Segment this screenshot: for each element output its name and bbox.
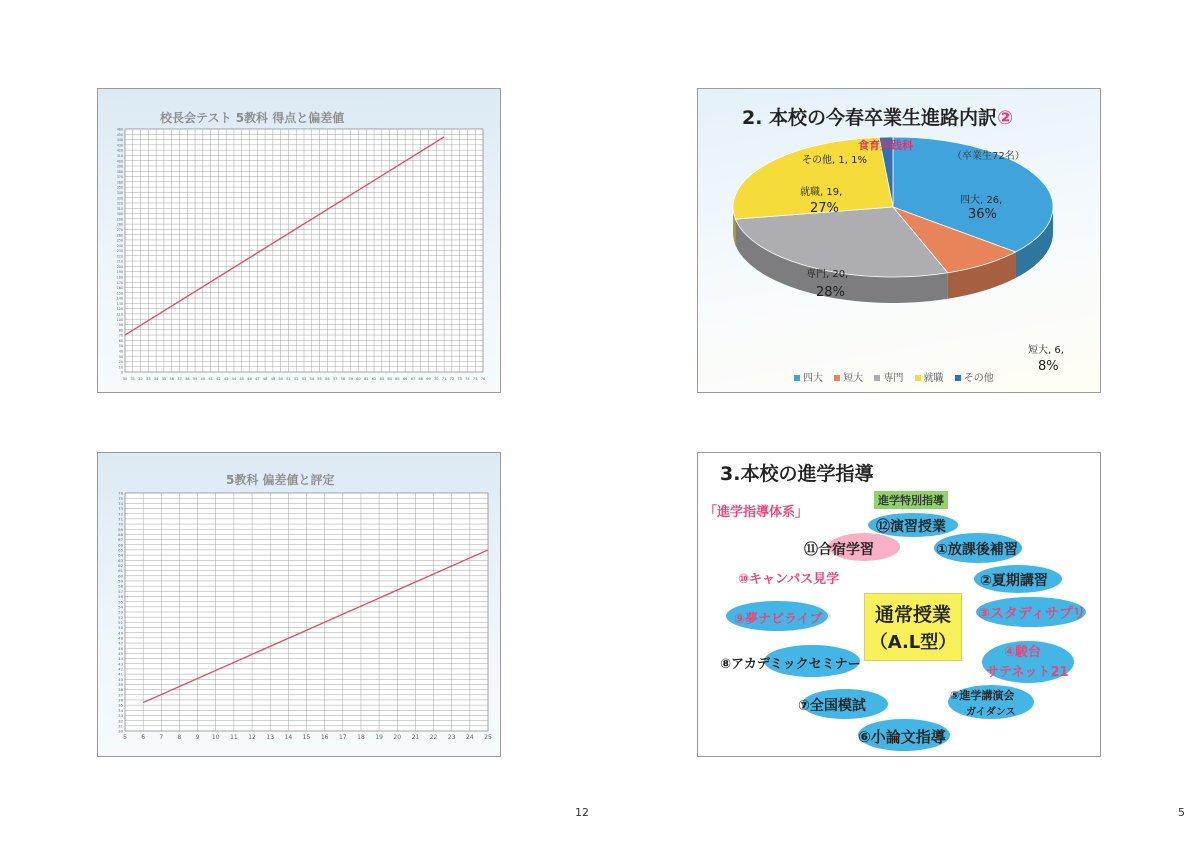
legend-swatch-university <box>794 375 800 381</box>
y-tick-label: 40 <box>118 676 123 682</box>
guidance-system-label: 「進学指導体系」 <box>704 505 809 520</box>
y-tick-label: 53 <box>118 609 123 615</box>
x-tick-label: 20 <box>393 734 402 741</box>
graduates-total: （卒業生72名） <box>952 151 1025 162</box>
y-tick-label: 30 <box>118 728 123 734</box>
x-tick-label: 12 <box>248 734 256 741</box>
x-tick-label: 64 <box>387 377 392 381</box>
x-tick-label: 51 <box>286 377 291 381</box>
x-tick-label: 11 <box>230 734 238 741</box>
x-tick-label: 47 <box>255 377 260 381</box>
node-campus-visit: ⑩キャンパス見学 <box>738 572 840 587</box>
x-tick-label: 10 <box>211 734 220 741</box>
x-tick-label: 13 <box>266 734 275 741</box>
x-tick-label: 49 <box>270 377 276 381</box>
y-tick-label: 10 <box>118 365 123 370</box>
slide-academic-guidance <box>697 452 1101 757</box>
x-tick-label: 40 <box>200 377 206 381</box>
node-academic-seminar: ⑧アカデミックセミナー <box>720 657 861 672</box>
center-line-2: （A.L型） <box>869 632 957 653</box>
y-tick-label: 71 <box>118 516 123 522</box>
y-tick-label: 360 <box>116 180 123 185</box>
x-tick-label: 25 <box>484 734 492 741</box>
x-tick-label: 71 <box>441 377 447 381</box>
y-tick-label: 67 <box>118 537 123 543</box>
y-tick-label: 32 <box>118 718 123 724</box>
chart-title: 校長会テスト 5教科 得点と偏差値 <box>160 111 345 125</box>
y-tick-label: 410 <box>116 154 123 159</box>
y-tick-label: 37 <box>118 692 123 698</box>
y-tick-label: 20 <box>118 360 123 365</box>
slice-label-junior-college: 短大, 6, <box>1028 345 1064 356</box>
slice-label-university: 四大, 26, <box>960 195 1003 206</box>
center-line-1: 通常授業 <box>874 604 951 626</box>
y-tick-label: 63 <box>118 557 123 563</box>
x-tick-label: 44 <box>231 377 237 381</box>
slide-title-mark: ② <box>997 107 1014 129</box>
y-tick-label: 36 <box>118 697 123 703</box>
x-tick-label: 76 <box>480 377 486 381</box>
y-tick-label: 160 <box>116 286 123 291</box>
x-tick-label: 61 <box>363 377 369 381</box>
x-tick-label: 63 <box>379 377 385 381</box>
x-tick-label: 22 <box>429 734 438 741</box>
node-summer-course: ②夏期講習 <box>980 573 1048 589</box>
x-tick-label: 41 <box>208 377 213 381</box>
node-training-camp: ⑪合宿学習 <box>804 542 874 558</box>
y-tick-label: 190 <box>116 270 123 275</box>
x-tick-label: 31 <box>130 377 136 381</box>
y-tick-label: 57 <box>118 588 123 594</box>
x-tick-label: 35 <box>161 377 167 381</box>
y-tick-label: 290 <box>116 217 123 222</box>
y-tick-label: 62 <box>118 563 123 569</box>
x-tick-label: 72 <box>449 377 455 381</box>
x-tick-label: 14 <box>284 734 293 741</box>
slide-title-text: 2. 本校の今春卒業生進路内訳 <box>742 107 998 129</box>
y-tick-label: 230 <box>116 249 123 254</box>
x-tick-label: 36 <box>169 377 174 381</box>
y-tick-label: 44 <box>118 656 123 662</box>
y-tick-label: 35 <box>118 702 123 708</box>
slide-career-breakdown <box>697 88 1101 393</box>
x-tick-label: 57 <box>332 377 338 381</box>
x-tick-label: 50 <box>278 377 283 381</box>
y-tick-label: 30 <box>118 354 123 359</box>
slide-title: 3.本校の進学指導 <box>720 463 874 485</box>
slice-pct-junior-college: 8% <box>1038 359 1059 374</box>
y-tick-label: 52 <box>118 614 123 620</box>
node-essay: ⑥小論文指導 <box>858 728 946 746</box>
x-tick-label: 52 <box>293 377 299 381</box>
x-tick-label: 21 <box>411 734 420 741</box>
node-practice-class: ⑫演習授業 <box>876 519 946 535</box>
y-tick-label: 38 <box>118 687 123 693</box>
department-label: 食育実践科 <box>858 139 913 152</box>
y-tick-label: 31 <box>118 723 123 729</box>
y-tick-label: 310 <box>116 206 123 211</box>
y-tick-label: 50 <box>118 625 123 631</box>
x-tick-label: 18 <box>357 734 365 741</box>
y-tick-label: 61 <box>118 568 123 574</box>
y-tick-label: 34 <box>118 707 123 713</box>
x-tick-label: 69 <box>426 377 431 381</box>
y-tick-label: 400 <box>116 159 123 164</box>
y-tick-label: 60 <box>118 338 123 343</box>
y-tick-label: 300 <box>116 212 123 217</box>
y-tick-label: 120 <box>116 307 123 312</box>
y-tick-label: 440 <box>116 138 123 143</box>
x-tick-label: 67 <box>410 377 416 381</box>
center-box <box>864 593 962 661</box>
x-tick-label: 16 <box>320 734 329 741</box>
y-tick-label: 75 <box>118 495 123 501</box>
y-tick-label: 460 <box>116 127 123 132</box>
legend-employment: 就職 <box>923 373 944 384</box>
legend-swatch-junior-college <box>834 375 840 381</box>
x-tick-label: 24 <box>466 734 474 741</box>
x-tick-label: 33 <box>146 377 151 381</box>
y-tick-label: 130 <box>116 301 123 306</box>
node-study-sapuri: ③スタディサプリ <box>978 606 1087 622</box>
y-tick-label: 42 <box>118 666 123 672</box>
x-tick-label: 70 <box>434 377 439 381</box>
y-tick-label: 68 <box>118 531 123 537</box>
special-guidance-label: 進学特別指導 <box>874 491 948 509</box>
y-tick-label: 46 <box>118 645 123 651</box>
page-number-right: 5 <box>1178 806 1185 819</box>
y-tick-label: 43 <box>118 661 123 667</box>
y-tick-label: 66 <box>118 542 123 548</box>
y-tick-label: 72 <box>118 511 123 517</box>
y-tick-label: 45 <box>118 650 123 656</box>
x-tick-label: 62 <box>371 377 377 381</box>
y-tick-label: 58 <box>118 583 123 589</box>
y-tick-label: 40 <box>118 349 123 354</box>
x-tick-label: 56 <box>325 377 330 381</box>
y-tick-label: 60 <box>118 573 123 579</box>
legend-junior-college: 短大 <box>843 373 864 384</box>
y-tick-label: 73 <box>118 506 123 512</box>
y-tick-label: 450 <box>116 132 123 137</box>
y-tick-label: 41 <box>118 671 123 677</box>
y-tick-label: 260 <box>116 233 123 238</box>
slide-score-deviation <box>97 88 501 393</box>
x-tick-label: 17 <box>338 734 347 741</box>
y-tick-label: 210 <box>116 259 123 264</box>
slice-pct-vocational: 28% <box>816 285 845 300</box>
x-tick-label: 32 <box>138 377 143 381</box>
x-tick-label: 60 <box>356 377 361 381</box>
y-tick-label: 330 <box>116 196 123 201</box>
x-tick-label: 23 <box>447 734 456 741</box>
y-tick-label: 280 <box>116 222 123 227</box>
y-tick-label: 33 <box>118 713 123 719</box>
x-tick-label: 55 <box>317 377 322 381</box>
node-yume-navi: ⑨夢ナビライブ <box>734 612 823 627</box>
x-tick-label: 54 <box>309 377 315 381</box>
y-tick-label: 59 <box>118 578 123 584</box>
y-tick-label: 54 <box>118 604 123 610</box>
y-tick-label: 270 <box>116 227 123 232</box>
y-tick-label: 47 <box>118 640 123 646</box>
y-tick-label: 56 <box>118 594 123 600</box>
slice-pct-employment: 27% <box>810 201 839 216</box>
y-tick-label: 0 <box>120 370 123 375</box>
y-tick-label: 76 <box>118 490 123 496</box>
x-tick-label: 15 <box>302 734 311 741</box>
x-tick-label: 58 <box>340 377 346 381</box>
x-tick-label: 19 <box>375 734 383 741</box>
y-tick-label: 150 <box>116 291 123 296</box>
legend <box>794 369 994 384</box>
x-tick-label: 75 <box>472 377 478 381</box>
x-tick-label: 42 <box>216 377 221 381</box>
y-tick-label: 170 <box>116 280 123 285</box>
y-tick-label: 240 <box>116 243 123 248</box>
y-tick-label: 420 <box>116 148 123 153</box>
y-tick-label: 69 <box>118 526 123 532</box>
y-tick-label: 50 <box>118 344 123 349</box>
y-tick-label: 48 <box>118 635 123 641</box>
node-mock-exam: ⑦全国模試 <box>798 698 866 714</box>
y-tick-label: 110 <box>116 312 123 317</box>
x-tick-label: 6 <box>141 734 146 741</box>
x-tick-label: 48 <box>262 377 268 381</box>
x-tick-label: 65 <box>395 377 400 381</box>
y-tick-label: 51 <box>118 619 123 625</box>
legend-swatch-other <box>955 375 961 381</box>
x-tick-label: 5 <box>123 734 127 741</box>
y-tick-label: 380 <box>116 169 123 174</box>
x-tick-label: 45 <box>239 377 245 381</box>
y-tick-label: 200 <box>116 264 123 269</box>
chart-title: 5教科 偏差値と評定 <box>226 473 335 487</box>
y-tick-label: 430 <box>116 143 123 148</box>
y-tick-label: 70 <box>118 333 123 338</box>
slice-label-employment: 就職, 19, <box>800 187 843 198</box>
legend-other: その他 <box>963 373 994 384</box>
y-tick-label: 74 <box>118 500 123 506</box>
node-lecture: ⑤進学講演会 <box>950 689 1015 702</box>
x-tick-label: 53 <box>301 377 307 381</box>
node-guidance: ガイダンス <box>966 707 1016 718</box>
y-tick-label: 64 <box>118 552 123 558</box>
y-tick-label: 55 <box>118 599 123 605</box>
legend-swatch-vocational <box>874 375 880 381</box>
y-tick-label: 350 <box>116 185 123 190</box>
node-satenet: サテネット21 <box>986 665 1069 680</box>
y-tick-label: 90 <box>118 323 123 328</box>
node-after-school: ①放課後補習 <box>936 542 1018 558</box>
y-tick-label: 70 <box>118 521 123 527</box>
x-tick-label: 73 <box>457 377 462 381</box>
node-sundai: ④駿台 <box>1004 645 1042 660</box>
x-tick-label: 9 <box>195 734 200 741</box>
slice-label-vocational: 専門, 20, <box>806 269 849 280</box>
x-tick-label: 30 <box>122 377 128 381</box>
y-tick-label: 390 <box>116 164 123 169</box>
x-tick-label: 37 <box>177 377 182 381</box>
y-tick-label: 100 <box>116 317 123 322</box>
legend-university: 四大 <box>803 373 823 384</box>
deviation-grade-chart <box>98 453 500 756</box>
y-tick-label: 220 <box>116 254 123 259</box>
x-tick-label: 74 <box>465 377 470 381</box>
score-deviation-chart <box>98 89 500 392</box>
x-tick-label: 68 <box>418 377 424 381</box>
y-tick-label: 39 <box>118 682 123 688</box>
x-tick-label: 46 <box>247 377 252 381</box>
y-tick-label: 80 <box>118 328 123 333</box>
y-tick-label: 250 <box>116 238 123 243</box>
legend-vocational: 専門 <box>883 373 904 384</box>
y-tick-label: 180 <box>116 275 123 280</box>
legend-swatch-employment <box>915 375 921 381</box>
page-number-left: 12 <box>575 806 589 819</box>
y-tick-label: 65 <box>118 547 123 553</box>
x-tick-label: 43 <box>223 377 229 381</box>
slice-pct-university: 36% <box>968 207 997 222</box>
x-tick-label: 59 <box>348 377 353 381</box>
x-tick-label: 39 <box>192 377 198 381</box>
x-tick-label: 38 <box>184 377 190 381</box>
x-tick-label: 34 <box>153 377 159 381</box>
x-tick-label: 8 <box>177 734 182 741</box>
x-tick-label: 66 <box>402 377 408 381</box>
y-tick-label: 340 <box>116 190 123 195</box>
slice-label-other: その他, 1, 1% <box>802 155 867 166</box>
slide-deviation-grade <box>97 452 501 757</box>
y-tick-label: 370 <box>116 175 123 180</box>
y-tick-label: 49 <box>118 630 123 636</box>
y-tick-label: 140 <box>116 296 123 301</box>
y-tick-label: 320 <box>116 201 123 206</box>
x-tick-label: 7 <box>159 734 164 741</box>
